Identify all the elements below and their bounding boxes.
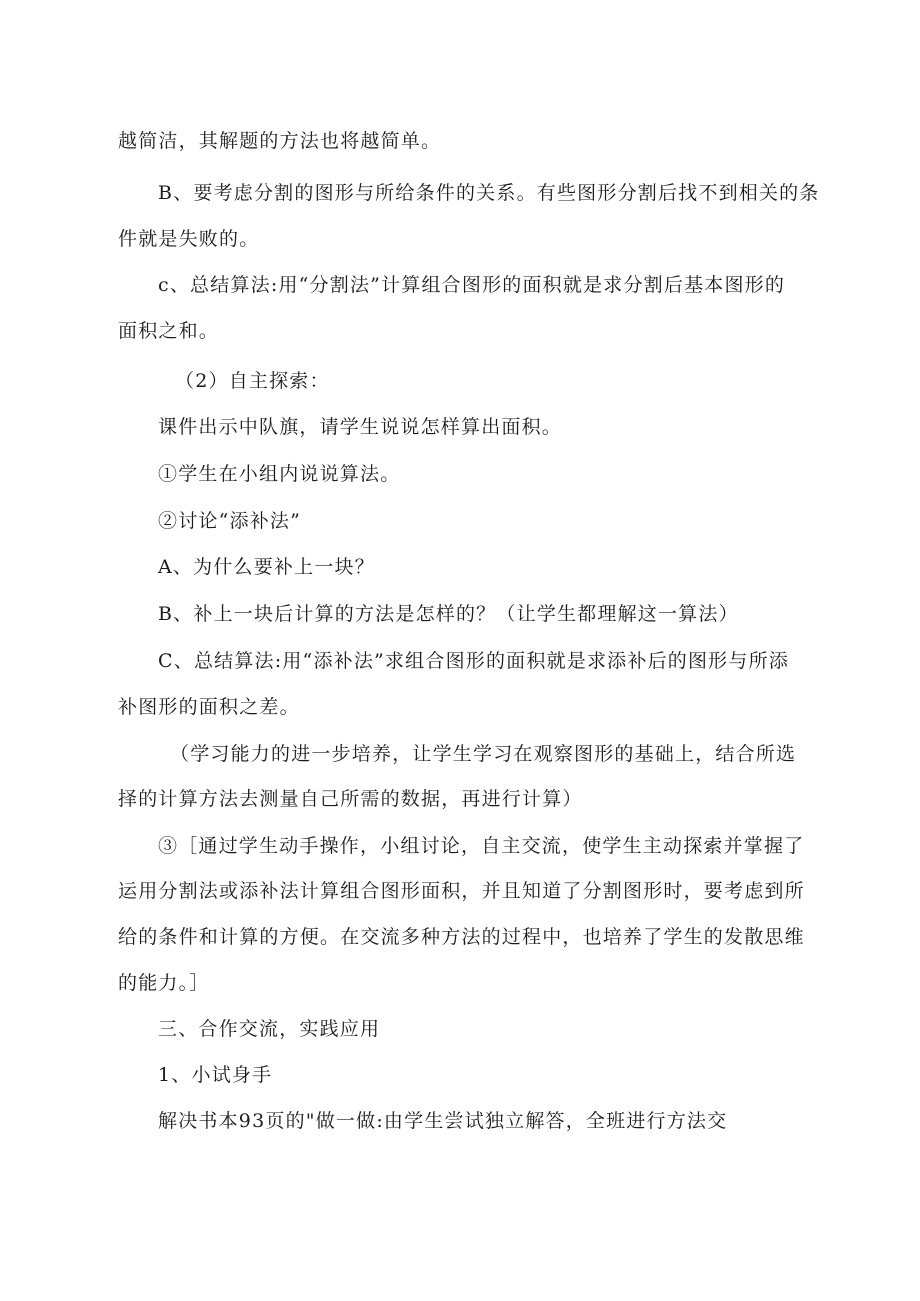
text-line: C、总结算法:用“添补法”求组合图形的面积就是求添补后的图形与所添: [158, 650, 789, 672]
text-line: 解决书本93页的"做一做:由学生尝试独立解答，全班进行方法交: [158, 1110, 728, 1132]
text-line: B、补上一块后计算的方法是怎样的？（让学生都理解这一算法）: [158, 603, 739, 625]
text-line: ③［通过学生动手操作，小组讨论，自主交流，使学生主动探索并掌握了: [158, 835, 805, 857]
text-line: 补图形的面积之差。: [118, 696, 300, 718]
text-line: A、为什么要补上一块？: [158, 556, 375, 578]
text-line: 件就是失败的。: [118, 228, 260, 250]
text-line: 的能力。］: [118, 972, 210, 994]
text-line: 择的计算方法去测量自己所需的数据，再进行计算）: [118, 788, 583, 810]
text-line: （学习能力的进一步培养，让学生学习在观察图形的基础上，结合所选: [170, 743, 797, 765]
text-line: ①学生在小组内说说算法。: [158, 463, 401, 485]
text-line: ②讨论“添补法”: [158, 510, 302, 532]
text-line: B、要考虑分割的图形与所给条件的关系。有些图形分割后找不到相关的条: [158, 182, 820, 204]
text-line: （2）自主探索：: [175, 370, 330, 392]
text-line: c、总结算法:用“分割法”计算组合图形的面积就是求分割后基本图形的: [158, 274, 786, 296]
text-line: 面积之和。: [118, 320, 220, 342]
subsection-heading: 1、小试身手: [158, 1064, 273, 1086]
text-line: 运用分割法或添补法计算组合图形面积，并且知道了分割图形时，要考虑到所: [118, 880, 805, 902]
text-line: 越简洁，其解题的方法也将越简单。: [118, 130, 442, 152]
text-line: 给的条件和计算的方便。在交流多种方法的过程中，也培养了学生的发散思维: [118, 926, 805, 948]
text-line: 课件出示中队旗，请学生说说怎样算出面积。: [158, 416, 563, 438]
section-heading: 三、合作交流，实践应用: [158, 1018, 381, 1040]
